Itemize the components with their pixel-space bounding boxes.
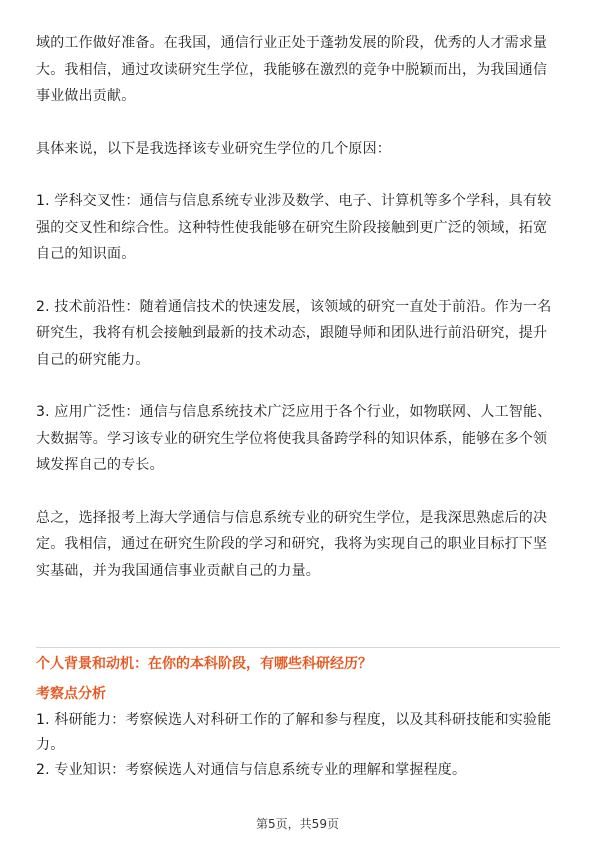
paragraph-reason-2: 2. 技术前沿性：随着通信技术的快速发展，该领域的研究一直处于前沿。作为一名研究生，我将有机会接触到最新的技术动态，跟随导师和团队进行前沿研究，提升自己的研究能力。 bbox=[36, 298, 552, 368]
section-divider bbox=[36, 647, 560, 648]
analysis-item-1: 1. 科研能力：考察候选人对科研工作的了解和参与程度，以及其科研技能和实验能力。 bbox=[36, 712, 552, 753]
interview-question: 个人背景和动机：在你的本科阶段，有哪些科研经历？ bbox=[36, 656, 372, 672]
analysis-title: 考察点分析 bbox=[36, 686, 106, 702]
analysis-item-2: 2. 专业知识：考察候选人对通信与信息系统专业的理解和掌握程度。 bbox=[36, 762, 467, 778]
document-body bbox=[36, 30, 560, 584]
paragraph-reasons-lead: 具体来说，以下是我选择该专业研究生学位的几个原因： bbox=[36, 140, 391, 157]
paragraph-conclusion: 总之，选择报考上海大学通信与信息系统专业的研究生学位，是我深思熟虑后的决定。我相信，通过在研究生阶段的学习和研究，我将为实现自己的职业目标打下坚实基础，并为我国通信事业贡献自己的力量。 bbox=[36, 509, 548, 579]
page-number: 第5页，共59页 bbox=[256, 817, 339, 831]
paragraph-reason-3: 3. 应用广泛性：通信与信息系统技术广泛应用于各个行业，如物联网、人工智能、大数据等。学习该专业的研究生学位将使我具备跨学科的知识体系，能够在多个领域发挥自己的专长。 bbox=[36, 404, 552, 473]
paragraph-reason-1: 1. 学科交叉性：通信与信息系统专业涉及数学、电子、计算机等多个学科，具有较强的交叉性和综合性。这种特性使我能够在研究生阶段接触到更广泛的领域，拓宽自己的知识面。 bbox=[36, 193, 552, 262]
analysis-list bbox=[36, 708, 560, 783]
paragraph-intro: 域的工作做好准备。在我国，通信行业正处于蓬勃发展的阶段，优秀的人才需求量大。我相信，通过攻读研究生学位，我能够在激烈的竞争中脱颖而出，为我国通信事业做出贡献。 bbox=[36, 35, 548, 104]
